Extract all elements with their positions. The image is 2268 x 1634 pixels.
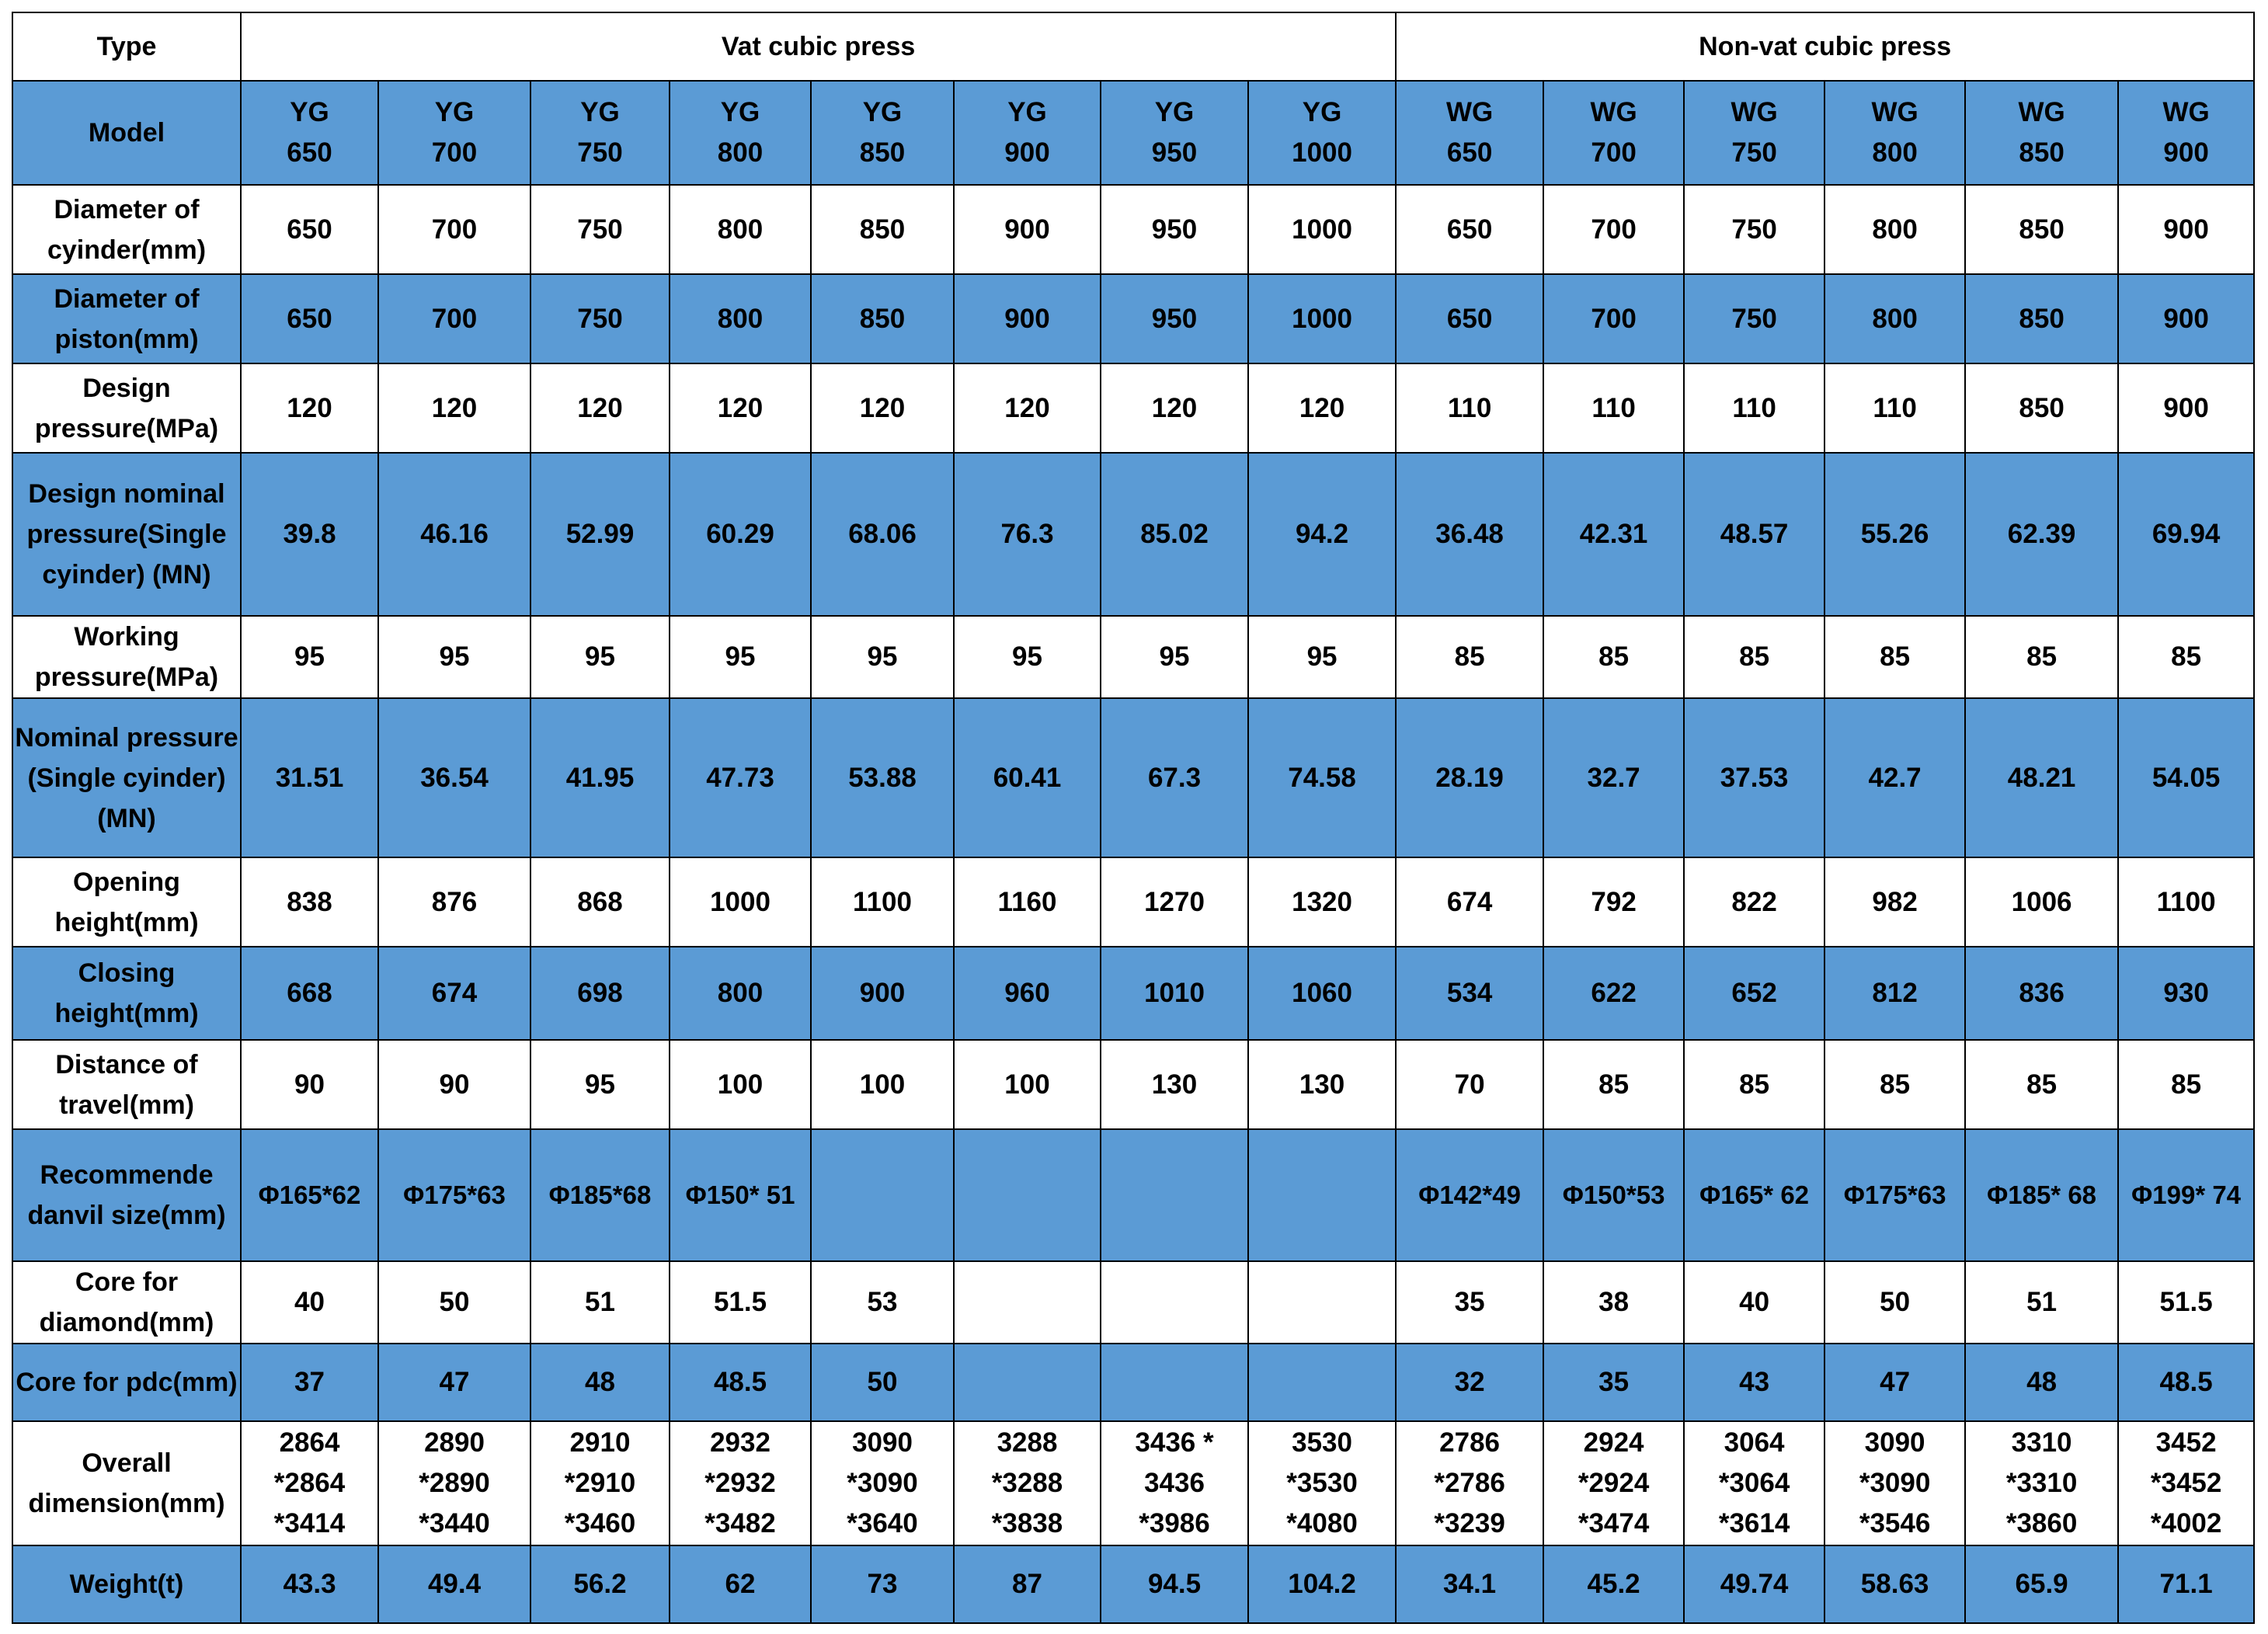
value-cell: 838	[241, 857, 378, 947]
value-cell: 668	[241, 947, 378, 1040]
spec-row	[12, 274, 2254, 363]
value-cell: 2786 *2786 *3239	[1396, 1421, 1543, 1545]
value-cell: 71.1	[2118, 1545, 2254, 1623]
value-cell: 87	[954, 1545, 1101, 1623]
value-cell: 868	[530, 857, 670, 947]
value-cell: 85	[1684, 1040, 1824, 1129]
value-cell: 54.05	[2118, 698, 2254, 857]
spec-row	[12, 1261, 2254, 1344]
row-label-cell: Diameter of cyinder(mm)	[12, 185, 241, 274]
value-cell: 850	[1965, 363, 2118, 453]
value-cell: 700	[378, 185, 530, 274]
value-cell: 3090 *3090 *3640	[811, 1421, 954, 1545]
value-cell: YG 700	[378, 81, 530, 185]
value-cell: YG 650	[241, 81, 378, 185]
row-label-cell: Opening height(mm)	[12, 857, 241, 947]
value-cell: 3452 *3452 *4002	[2118, 1421, 2254, 1545]
value-cell: 900	[2118, 363, 2254, 453]
value-cell: 85	[1684, 616, 1824, 698]
spec-row	[12, 1421, 2254, 1545]
value-cell: 836	[1965, 947, 2118, 1040]
value-cell: 48.57	[1684, 453, 1824, 616]
value-cell: 52.99	[530, 453, 670, 616]
value-cell: 120	[670, 363, 811, 453]
value-cell: 48.21	[1965, 698, 2118, 857]
value-cell: YG 750	[530, 81, 670, 185]
value-cell: 120	[954, 363, 1101, 453]
value-cell: 95	[670, 616, 811, 698]
press-spec-table	[12, 12, 2255, 1624]
value-cell: 930	[2118, 947, 2254, 1040]
value-cell: 850	[811, 185, 954, 274]
value-cell: 1270	[1101, 857, 1248, 947]
value-cell: 1060	[1248, 947, 1396, 1040]
value-cell: 85	[1543, 616, 1684, 698]
value-cell: 1000	[670, 857, 811, 947]
value-cell: 1006	[1965, 857, 2118, 947]
value-cell: 31.51	[241, 698, 378, 857]
value-cell: WG 700	[1543, 81, 1684, 185]
row-label-cell: Core for diamond(mm)	[12, 1261, 241, 1344]
value-cell: 90	[241, 1040, 378, 1129]
value-cell: 850	[811, 274, 954, 363]
value-cell: 48	[530, 1344, 670, 1421]
value-cell: YG 1000	[1248, 81, 1396, 185]
value-cell: 85	[1824, 1040, 1965, 1129]
value-cell: 37.53	[1684, 698, 1824, 857]
value-cell: 68.06	[811, 453, 954, 616]
value-cell: 95	[954, 616, 1101, 698]
value-cell: 94.2	[1248, 453, 1396, 616]
value-cell: Φ142*49	[1396, 1129, 1543, 1261]
value-cell: 3530 *3530 *4080	[1248, 1421, 1396, 1545]
value-cell: 120	[1101, 363, 1248, 453]
value-cell: 76.3	[954, 453, 1101, 616]
value-cell: 36.54	[378, 698, 530, 857]
value-cell: 110	[1824, 363, 1965, 453]
value-cell: 812	[1824, 947, 1965, 1040]
value-cell: 750	[530, 185, 670, 274]
value-cell	[1248, 1129, 1396, 1261]
spec-row	[12, 698, 2254, 857]
value-cell: 650	[241, 185, 378, 274]
row-label-cell: Diameter of piston(mm)	[12, 274, 241, 363]
value-cell: 90	[378, 1040, 530, 1129]
value-cell: 850	[1965, 274, 2118, 363]
spec-row	[12, 185, 2254, 274]
value-cell: 48.5	[2118, 1344, 2254, 1421]
value-cell: 50	[1824, 1261, 1965, 1344]
value-cell: 2910 *2910 *3460	[530, 1421, 670, 1545]
spec-row	[12, 363, 2254, 453]
value-cell: 120	[1248, 363, 1396, 453]
value-cell: 800	[670, 947, 811, 1040]
value-cell: 73	[811, 1545, 954, 1623]
value-cell: 85	[1396, 616, 1543, 698]
spec-row	[12, 1129, 2254, 1261]
value-cell: 37	[241, 1344, 378, 1421]
value-cell: 750	[530, 274, 670, 363]
value-cell: 750	[1684, 185, 1824, 274]
value-cell: 85.02	[1101, 453, 1248, 616]
value-cell: 85	[2118, 1040, 2254, 1129]
row-label-cell: Working pressure(MPa)	[12, 616, 241, 698]
value-cell: 43	[1684, 1344, 1824, 1421]
row-label-cell: Weight(t)	[12, 1545, 241, 1623]
value-cell: 51.5	[2118, 1261, 2254, 1344]
value-cell: 40	[241, 1261, 378, 1344]
value-cell: Φ165*62	[241, 1129, 378, 1261]
value-cell: 50	[811, 1344, 954, 1421]
value-cell: 850	[1965, 185, 2118, 274]
value-cell	[954, 1261, 1101, 1344]
type-header-cell: Type	[12, 12, 241, 81]
value-cell: 3064 *3064 *3614	[1684, 1421, 1824, 1545]
value-cell: WG 650	[1396, 81, 1543, 185]
value-cell: 47.73	[670, 698, 811, 857]
value-cell: 650	[1396, 274, 1543, 363]
value-cell: 85	[1543, 1040, 1684, 1129]
value-cell: WG 800	[1824, 81, 1965, 185]
header-row	[12, 12, 2254, 81]
value-cell: 900	[2118, 274, 2254, 363]
value-cell: 36.48	[1396, 453, 1543, 616]
value-cell: 800	[1824, 274, 1965, 363]
spec-row	[12, 857, 2254, 947]
value-cell: 3436 * 3436 *3986	[1101, 1421, 1248, 1545]
value-cell: 534	[1396, 947, 1543, 1040]
value-cell: Φ150* 51	[670, 1129, 811, 1261]
value-cell: 120	[530, 363, 670, 453]
value-cell: 900	[954, 274, 1101, 363]
value-cell: 960	[954, 947, 1101, 1040]
value-cell: 95	[530, 1040, 670, 1129]
value-cell: 60.29	[670, 453, 811, 616]
value-cell: 950	[1101, 185, 1248, 274]
value-cell: 32.7	[1543, 698, 1684, 857]
value-cell	[811, 1129, 954, 1261]
value-cell: 110	[1396, 363, 1543, 453]
spec-row	[12, 81, 2254, 185]
value-cell: YG 900	[954, 81, 1101, 185]
value-cell: 95	[1248, 616, 1396, 698]
value-cell: 3310 *3310 *3860	[1965, 1421, 2118, 1545]
value-cell: 32	[1396, 1344, 1543, 1421]
value-cell: 2864 *2864 *3414	[241, 1421, 378, 1545]
value-cell: 950	[1101, 274, 1248, 363]
value-cell: 900	[811, 947, 954, 1040]
value-cell: 876	[378, 857, 530, 947]
value-cell	[1248, 1261, 1396, 1344]
row-label-cell: Overall dimension(mm)	[12, 1421, 241, 1545]
value-cell: 110	[1684, 363, 1824, 453]
spec-row	[12, 1545, 2254, 1623]
value-cell: 51	[530, 1261, 670, 1344]
value-cell: 982	[1824, 857, 1965, 947]
value-cell: 800	[670, 274, 811, 363]
value-cell: 750	[1684, 274, 1824, 363]
value-cell: 100	[954, 1040, 1101, 1129]
value-cell: Φ185* 68	[1965, 1129, 2118, 1261]
value-cell: 69.94	[2118, 453, 2254, 616]
spec-table-body	[12, 12, 2254, 1623]
value-cell: 120	[811, 363, 954, 453]
spec-row	[12, 616, 2254, 698]
value-cell: 56.2	[530, 1545, 670, 1623]
value-cell: 792	[1543, 857, 1684, 947]
value-cell: 95	[530, 616, 670, 698]
value-cell: YG 950	[1101, 81, 1248, 185]
value-cell: 74.58	[1248, 698, 1396, 857]
value-cell: 50	[378, 1261, 530, 1344]
value-cell	[1101, 1129, 1248, 1261]
value-cell: WG 900	[2118, 81, 2254, 185]
value-cell: 47	[1824, 1344, 1965, 1421]
value-cell	[954, 1129, 1101, 1261]
value-cell: 45.2	[1543, 1545, 1684, 1623]
value-cell: 800	[1824, 185, 1965, 274]
value-cell: 49.74	[1684, 1545, 1824, 1623]
value-cell: 900	[954, 185, 1101, 274]
non-vat-cubic-press-group-header: Non-vat cubic press	[1396, 12, 2254, 81]
value-cell: 1100	[2118, 857, 2254, 947]
value-cell: 3288 *3288 *3838	[954, 1421, 1101, 1545]
value-cell: 48	[1965, 1344, 2118, 1421]
value-cell: 1100	[811, 857, 954, 947]
value-cell: 47	[378, 1344, 530, 1421]
value-cell: 100	[811, 1040, 954, 1129]
spec-row	[12, 453, 2254, 616]
value-cell: 700	[378, 274, 530, 363]
value-cell: 35	[1396, 1261, 1543, 1344]
value-cell: 120	[378, 363, 530, 453]
row-label-cell: Distance of travel(mm)	[12, 1040, 241, 1129]
value-cell: 60.41	[954, 698, 1101, 857]
value-cell: 85	[1965, 1040, 2118, 1129]
value-cell: 53.88	[811, 698, 954, 857]
spec-row	[12, 1040, 2254, 1129]
row-label-cell: Closing height(mm)	[12, 947, 241, 1040]
value-cell: Φ185*68	[530, 1129, 670, 1261]
value-cell: Φ165* 62	[1684, 1129, 1824, 1261]
value-cell: 95	[378, 616, 530, 698]
value-cell: 39.8	[241, 453, 378, 616]
row-label-cell: Recommende danvil size(mm)	[12, 1129, 241, 1261]
value-cell: 48.5	[670, 1344, 811, 1421]
value-cell: 67.3	[1101, 698, 1248, 857]
value-cell: YG 800	[670, 81, 811, 185]
value-cell	[1101, 1344, 1248, 1421]
row-label-cell: Core for pdc(mm)	[12, 1344, 241, 1421]
value-cell: WG 850	[1965, 81, 2118, 185]
value-cell: 650	[241, 274, 378, 363]
value-cell: 698	[530, 947, 670, 1040]
value-cell: 42.31	[1543, 453, 1684, 616]
value-cell: Φ150*53	[1543, 1129, 1684, 1261]
value-cell: 622	[1543, 947, 1684, 1040]
value-cell: 120	[241, 363, 378, 453]
value-cell: 42.7	[1824, 698, 1965, 857]
value-cell: 34.1	[1396, 1545, 1543, 1623]
value-cell: 94.5	[1101, 1545, 1248, 1623]
value-cell: 130	[1248, 1040, 1396, 1129]
value-cell: 674	[1396, 857, 1543, 947]
value-cell: 3090 *3090 *3546	[1824, 1421, 1965, 1545]
vat-cubic-press-group-header: Vat cubic press	[241, 12, 1396, 81]
row-label-cell: Design nominal pressure(Single cyinder) (MN)	[12, 453, 241, 616]
value-cell: 1000	[1248, 185, 1396, 274]
value-cell: 51	[1965, 1261, 2118, 1344]
value-cell: 900	[2118, 185, 2254, 274]
value-cell: 1320	[1248, 857, 1396, 947]
value-cell: 65.9	[1965, 1545, 2118, 1623]
spec-row	[12, 947, 2254, 1040]
value-cell: 100	[670, 1040, 811, 1129]
value-cell: 110	[1543, 363, 1684, 453]
value-cell: 1160	[954, 857, 1101, 947]
value-cell	[1101, 1261, 1248, 1344]
value-cell: 700	[1543, 274, 1684, 363]
value-cell: 62.39	[1965, 453, 2118, 616]
value-cell: 1000	[1248, 274, 1396, 363]
value-cell: 49.4	[378, 1545, 530, 1623]
value-cell: 41.95	[530, 698, 670, 857]
row-label-cell: Design pressure(MPa)	[12, 363, 241, 453]
value-cell: 652	[1684, 947, 1824, 1040]
value-cell: 43.3	[241, 1545, 378, 1623]
value-cell: 700	[1543, 185, 1684, 274]
row-label-cell: Nominal pressure (Single cyinder)(MN)	[12, 698, 241, 857]
spec-row	[12, 1344, 2254, 1421]
value-cell	[1248, 1344, 1396, 1421]
value-cell: 1010	[1101, 947, 1248, 1040]
value-cell: Φ175*63	[1824, 1129, 1965, 1261]
value-cell: Φ199* 74	[2118, 1129, 2254, 1261]
value-cell: 822	[1684, 857, 1824, 947]
value-cell: 35	[1543, 1344, 1684, 1421]
value-cell: 55.26	[1824, 453, 1965, 616]
row-label-cell: Model	[12, 81, 241, 185]
value-cell: 674	[378, 947, 530, 1040]
value-cell: 95	[1101, 616, 1248, 698]
value-cell: 53	[811, 1261, 954, 1344]
value-cell: 85	[1824, 616, 1965, 698]
value-cell: WG 750	[1684, 81, 1824, 185]
value-cell: 85	[2118, 616, 2254, 698]
value-cell: 95	[241, 616, 378, 698]
value-cell: 70	[1396, 1040, 1543, 1129]
value-cell: 130	[1101, 1040, 1248, 1129]
value-cell: 800	[670, 185, 811, 274]
value-cell: 650	[1396, 185, 1543, 274]
value-cell: Φ175*63	[378, 1129, 530, 1261]
value-cell	[954, 1344, 1101, 1421]
value-cell: 2932 *2932 *3482	[670, 1421, 811, 1545]
value-cell: 2890 *2890 *3440	[378, 1421, 530, 1545]
value-cell: 95	[811, 616, 954, 698]
value-cell: 38	[1543, 1261, 1684, 1344]
value-cell: 28.19	[1396, 698, 1543, 857]
value-cell: 2924 *2924 *3474	[1543, 1421, 1684, 1545]
value-cell: 85	[1965, 616, 2118, 698]
value-cell: 51.5	[670, 1261, 811, 1344]
value-cell: 40	[1684, 1261, 1824, 1344]
value-cell: YG 850	[811, 81, 954, 185]
value-cell: 104.2	[1248, 1545, 1396, 1623]
value-cell: 46.16	[378, 453, 530, 616]
value-cell: 62	[670, 1545, 811, 1623]
value-cell: 58.63	[1824, 1545, 1965, 1623]
